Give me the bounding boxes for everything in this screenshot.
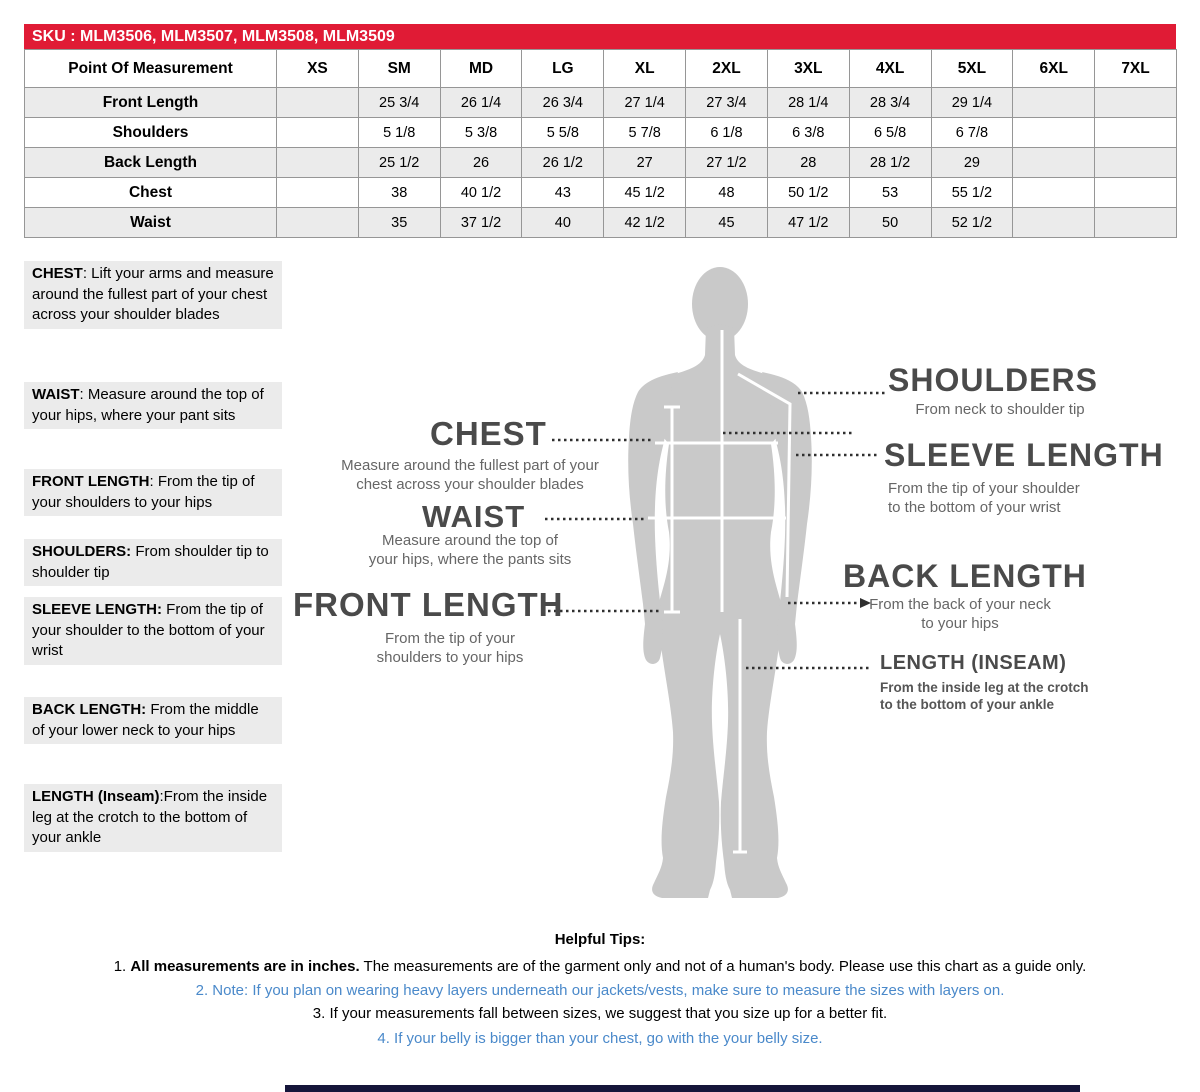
size-table-cell xyxy=(1013,88,1095,118)
size-table-cell: 35 xyxy=(358,208,440,238)
size-table-cell: 27 1/4 xyxy=(604,88,686,118)
size-table-cell: 28 xyxy=(767,148,849,178)
size-table-cell: 25 3/4 xyxy=(358,88,440,118)
size-table xyxy=(24,49,1177,238)
size-table-cell: 28 3/4 xyxy=(849,88,931,118)
size-table-cell: 40 xyxy=(522,208,604,238)
diagram-sub-line: your hips, where the pants sits xyxy=(368,551,572,568)
diagram-back-length-title: BACK LENGTH xyxy=(843,558,1087,594)
definition-term: CHEST xyxy=(32,265,83,282)
size-table-cell: 40 1/2 xyxy=(440,178,522,208)
size-table-cell xyxy=(277,88,359,118)
size-table-cell: 26 1/4 xyxy=(440,88,522,118)
size-table-cell xyxy=(1095,88,1177,118)
size-table-cell: 5 3/8 xyxy=(440,118,522,148)
size-table-row-label: Waist xyxy=(25,208,277,238)
size-table-cell: 27 1/2 xyxy=(686,148,768,178)
sku-header-bar: SKU : MLM3506, MLM3507, MLM3508, MLM3509 xyxy=(24,24,1176,49)
diagram-sub-line: to the bottom of your wrist xyxy=(888,499,1061,516)
tips-heading: Helpful Tips: xyxy=(554,931,646,948)
size-table-header-cell: 3XL xyxy=(767,50,849,88)
size-table-cell: 5 7/8 xyxy=(604,118,686,148)
diagram-sleeve-length-subtext xyxy=(888,479,1128,517)
size-table-cell xyxy=(1095,118,1177,148)
size-table-cell: 28 1/4 xyxy=(767,88,849,118)
size-table-cell: 26 3/4 xyxy=(522,88,604,118)
size-table-cell: 37 1/2 xyxy=(440,208,522,238)
tip-item-2 xyxy=(0,981,1200,1000)
size-table-cell: 50 1/2 xyxy=(767,178,849,208)
size-table-cell xyxy=(277,118,359,148)
size-table-header-cell: 6XL xyxy=(1013,50,1095,88)
definition-front-length xyxy=(24,469,282,516)
size-table-cell: 6 1/8 xyxy=(686,118,768,148)
tip-number: 1. xyxy=(113,958,131,975)
size-table-cell: 29 xyxy=(931,148,1013,178)
size-table-cell: 27 3/4 xyxy=(686,88,768,118)
definition-text: From the middle of your lower neck to your hips xyxy=(32,701,259,739)
size-table-cell: 52 1/2 xyxy=(931,208,1013,238)
size-table-row-label: Shoulders xyxy=(25,118,277,148)
diagram-waist-title: WAIST xyxy=(422,499,526,534)
size-table-header-cell: 4XL xyxy=(849,50,931,88)
size-table-row xyxy=(25,178,1177,208)
tip-item-1 xyxy=(0,957,1200,976)
size-table-cell: 6 3/8 xyxy=(767,118,849,148)
diagram-chest-title: CHEST xyxy=(430,415,547,452)
size-table-cell: 50 xyxy=(849,208,931,238)
size-table-cell: 27 xyxy=(604,148,686,178)
size-table-cell: 6 7/8 xyxy=(931,118,1013,148)
size-table-cell xyxy=(1013,178,1095,208)
diagram-sub-line: From the tip of your shoulder xyxy=(888,480,1080,497)
diagram-sub-line: From the tip of your xyxy=(384,630,516,647)
size-table-cell: 38 xyxy=(358,178,440,208)
size-table-cell xyxy=(1095,148,1177,178)
diagram-sleeve-length-title: SLEEVE LENGTH xyxy=(884,437,1164,473)
size-table-cell xyxy=(277,208,359,238)
tip-text: 3. If your measurements fall between sizes, we suggest that you size up for a better fit. xyxy=(312,1005,888,1022)
definition-waist xyxy=(24,382,282,429)
definition-text: : Lift your arms and measure around the fullest part of your chest across your shoulder blades xyxy=(32,265,274,323)
size-table-cell: 5 5/8 xyxy=(522,118,604,148)
diagram-shoulders-subtext xyxy=(890,400,1110,419)
definition-text: :From the inside leg at the crotch to the bottom of your ankle xyxy=(32,788,268,846)
size-table-cell xyxy=(277,148,359,178)
size-table-cell xyxy=(277,178,359,208)
definition-term: SLEEVE LENGTH: xyxy=(32,601,163,618)
definition-term: BACK LENGTH: xyxy=(32,701,147,718)
size-table-cell: 48 xyxy=(686,178,768,208)
size-table-cell xyxy=(1013,148,1095,178)
diagram-waist-subtext xyxy=(330,531,610,569)
size-table-cell: 5 1/8 xyxy=(358,118,440,148)
diagram-shoulders-title: SHOULDERS xyxy=(888,362,1098,398)
diagram-sub-line: chest across your shoulder blades xyxy=(356,476,584,493)
definition-text: From the tip of your shoulder to the bottom of your wrist xyxy=(32,601,265,659)
diagram-front-length-title: FRONT LENGTH xyxy=(293,586,564,623)
size-table-cell xyxy=(1095,208,1177,238)
size-table-cell: 42 1/2 xyxy=(604,208,686,238)
size-table-cell: 26 1/2 xyxy=(522,148,604,178)
size-table-row-label: Front Length xyxy=(25,88,277,118)
diagram-inseam-title: LENGTH (INSEAM) xyxy=(880,652,1067,674)
size-table-cell: 43 xyxy=(522,178,604,208)
size-table-header-cell: Point Of Measurement xyxy=(25,50,277,88)
tip-text: 4. If your belly is bigger than your chest, go with the your belly size. xyxy=(377,1030,823,1047)
size-table-row-label: Back Length xyxy=(25,148,277,178)
definition-text: From shoulder tip to shoulder tip xyxy=(32,543,269,581)
size-table-header-cell: LG xyxy=(522,50,604,88)
size-table-header-cell: 2XL xyxy=(686,50,768,88)
size-table-cell: 45 1/2 xyxy=(604,178,686,208)
definition-term: WAIST xyxy=(32,386,80,403)
definition-back-length xyxy=(24,697,282,744)
size-table-row xyxy=(25,148,1177,178)
definition-text: : Measure around the top of your hips, where your pant sits xyxy=(32,386,264,424)
diagram-inseam-subtext xyxy=(880,679,1130,713)
size-table-cell: 25 1/2 xyxy=(358,148,440,178)
size-table-header-cell: 5XL xyxy=(931,50,1013,88)
size-table-cell: 55 1/2 xyxy=(931,178,1013,208)
definition-chest xyxy=(24,261,282,329)
size-table-header-cell: 7XL xyxy=(1095,50,1177,88)
tip-bold-text: All measurements are in inches. xyxy=(130,958,360,975)
diagram-sub-line: Measure around the fullest part of your xyxy=(341,457,599,474)
diagram-sub-line: From the inside leg at the crotch xyxy=(880,680,1089,695)
size-table-header-cell: SM xyxy=(358,50,440,88)
size-table-cell: 6 5/8 xyxy=(849,118,931,148)
size-table-cell xyxy=(1013,118,1095,148)
size-table-cell: 47 1/2 xyxy=(767,208,849,238)
size-table-header-cell: XL xyxy=(604,50,686,88)
diagram-sub-line: Measure around the top of xyxy=(382,532,558,549)
bottom-divider-bar xyxy=(285,1085,1080,1092)
diagram-front-length-subtext xyxy=(330,629,570,667)
tip-item-4 xyxy=(0,1029,1200,1048)
diagram-sub-line: From neck to shoulder tip xyxy=(915,401,1085,418)
size-table-cell xyxy=(1095,178,1177,208)
definition-term: SHOULDERS: xyxy=(32,543,132,560)
diagram-sub-line: shoulders to your hips xyxy=(376,649,524,666)
definition-sleeve-length xyxy=(24,597,282,665)
diagram-sub-line: to your hips xyxy=(921,615,999,632)
size-table-cell xyxy=(1013,208,1095,238)
size-table-row xyxy=(25,88,1177,118)
definition-text: : From the tip of your shoulders to your hips xyxy=(32,473,255,511)
diagram-sub-line: to the bottom of your ankle xyxy=(880,697,1054,712)
size-table-cell: 26 xyxy=(440,148,522,178)
size-table-header-cell: MD xyxy=(440,50,522,88)
tip-text: 2. Note: If you plan on wearing heavy layers underneath our jackets/vests, make sure to measure the sizes with layers on. xyxy=(195,982,1005,999)
size-table-row xyxy=(25,118,1177,148)
tip-item-3 xyxy=(0,1004,1200,1023)
diagram-back-length-subtext xyxy=(845,595,1075,633)
size-table-cell: 28 1/2 xyxy=(849,148,931,178)
size-table-row-label: Chest xyxy=(25,178,277,208)
size-table-row xyxy=(25,208,1177,238)
diagram-sub-line: From the back of your neck xyxy=(869,596,1051,613)
tip-text: The measurements are of the garment only and not of a human's body. Please use this chart as a guide only. xyxy=(359,958,1087,975)
size-table-header-cell: XS xyxy=(277,50,359,88)
size-table-cell: 45 xyxy=(686,208,768,238)
diagram-chest-subtext xyxy=(320,456,620,494)
size-table-cell: 29 1/4 xyxy=(931,88,1013,118)
size-table-cell: 53 xyxy=(849,178,931,208)
definition-term: FRONT LENGTH xyxy=(32,473,150,490)
definition-shoulders xyxy=(24,539,282,586)
definition-length-inseam xyxy=(24,784,282,852)
size-table-header-row xyxy=(25,50,1177,88)
definition-term: LENGTH (Inseam) xyxy=(32,788,160,805)
